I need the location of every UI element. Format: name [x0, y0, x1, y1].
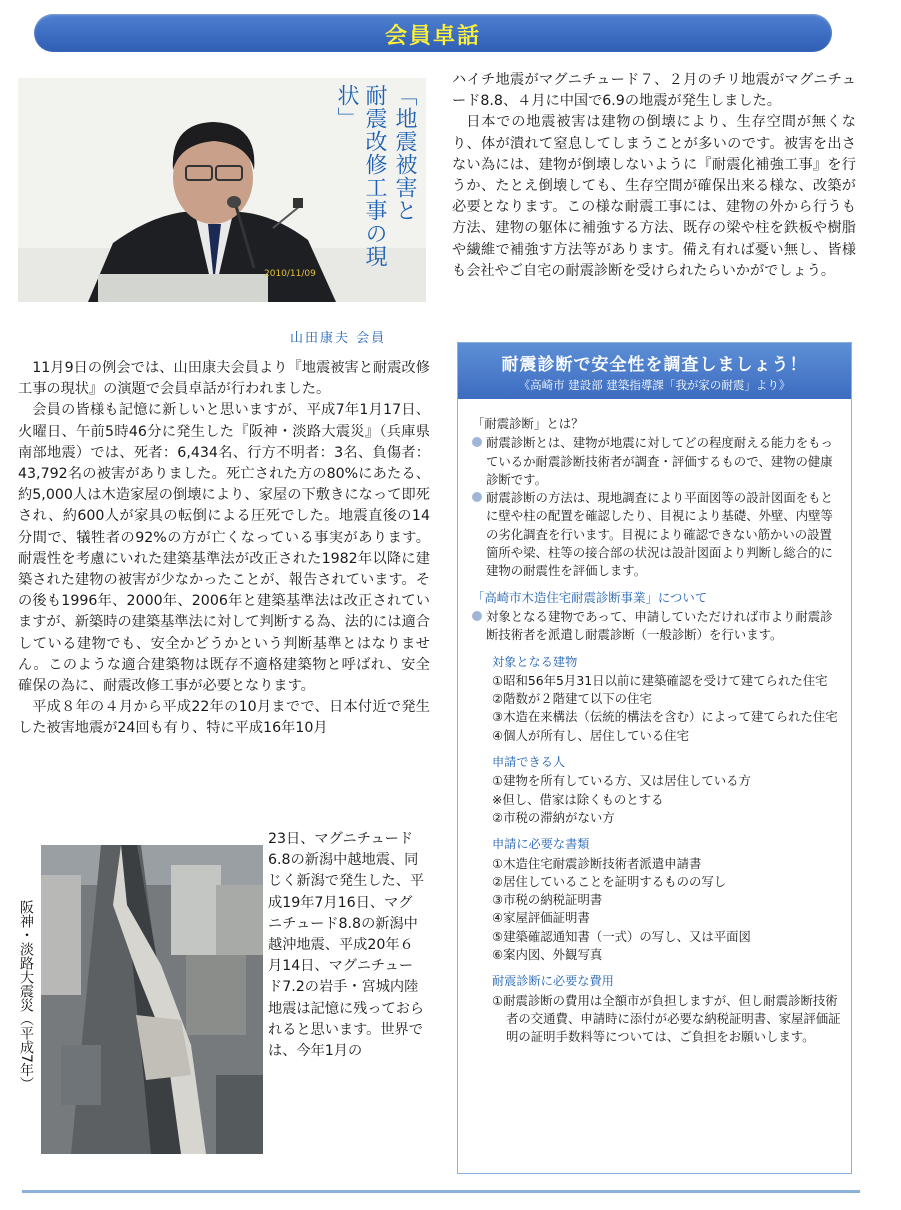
- list-item: ②市税の滞納がない方: [492, 809, 615, 825]
- bullet-dot-icon: [472, 437, 482, 447]
- list-note: ※但し、借家は除くものとする: [492, 791, 664, 807]
- paragraph: ハイチ地震がマグニチュード７、２月のチリ地震がマグニチュード8.8、４月に中国で6.9の地震が発生しました。: [452, 72, 856, 110]
- info-box: [457, 342, 852, 1174]
- bullet-text: 耐震診断の方法は、現地調査により平面図等の設計図面をもとに壁や柱の配置を確認したり、目視により基礎、外壁、内壁等の劣化調査を行います。目視により確認できない筋かいの設置箇所や梁、柱等の接合部の状況は設計図面より判断し総合的に建物の耐震性を評価します。: [486, 490, 833, 579]
- page-title: 会員卓話: [384, 24, 481, 49]
- left-article-column: [18, 358, 430, 740]
- list-item: ④個人が所有し、居住している住宅: [492, 727, 689, 743]
- header-banner: [34, 14, 832, 52]
- earthquake-photo-caption: 阪神・淡路大震災（平成7年）: [18, 900, 34, 1091]
- program-heading: 「高崎市木造住宅耐震診断事業」について: [472, 589, 708, 605]
- list-item: ①耐震診断の費用は全額市が負担しますが、但し耐震診断技術者の交通費、申請時に添付が必要な納税証明書、家屋評価証明の証明手数料等については、ご負担をお願いします。: [492, 992, 841, 1045]
- bullet-text: 耐震診断とは、建物が地震に対してどの程度耐える能力をもっているか耐震診断技術者が調査・評価するもので、建物の健康診断です。: [486, 435, 833, 487]
- cost-heading: 耐震診断に必要な費用: [492, 974, 614, 989]
- info-box-subtitle: 《高崎市 建設部 建築指導課「我が家の耐震」より》: [518, 378, 791, 392]
- applicant-heading: 申請できる人: [492, 755, 566, 770]
- paragraph: 平成８年の４月から平成22年の10月までで、日本付近で発生した被害地震が24回も有り、特に平成16年10月: [18, 699, 430, 737]
- list-item: ①建物を所有している方、又は居住している方: [492, 773, 751, 789]
- list-item: ②階数が２階建て以下の住宅: [492, 691, 652, 707]
- date-stamp: 2010/11/09: [264, 269, 316, 279]
- narrow-article-column: [268, 829, 426, 1062]
- bullet-text: 対象となる建物であって、申請していただければ市より耐震診断技術者を派遣し耐震診断（一般診断）を行います。: [486, 608, 833, 643]
- earthquake-photo: [41, 845, 263, 1154]
- list-item: ①木造住宅耐震診断技術者派遣申請書: [492, 855, 702, 871]
- footer-rule: [22, 1190, 860, 1193]
- bullet-item: [472, 489, 844, 580]
- list-item: ⑥案内図、外観写真: [492, 947, 603, 963]
- question-label: 「耐震診断」とは？: [472, 416, 584, 431]
- target-heading: 対象となる建物: [492, 654, 578, 669]
- bullet-dot-icon: [472, 492, 482, 502]
- list-item: ③市税の納税証明書: [492, 892, 603, 908]
- feature-title-line1: 「地震被害と: [392, 84, 417, 222]
- bullet-item: [472, 434, 844, 489]
- feature-title: [334, 84, 418, 294]
- info-box-title: 耐震診断で安全性を調査しましょう！: [501, 355, 808, 375]
- bullet-item: [472, 608, 844, 645]
- paragraph: 日本での地震被害は建物の倒壊により、生存空間が無くなり、体が潰れて窒息してしまうことが多いのです。被害を出さない為には、建物が倒壊しないように『耐震化補強工事』を行うか、たとえ倒壊しても、生存空間が確保出来る様な、改築が必要となります。この様な耐震工事には、建物の外から行うも方法、建物の躯体に補強する方法、既存の梁や柱を鉄板や樹脂や繊維で補強す方法等があります。備え有れば憂い無し、皆様も会社やご自宅の耐震診断を受けられたらいかがでしょう。: [452, 114, 856, 279]
- paragraph: 11月9日の例会では、山田康夫会員より『地震被害と耐震改修工事の現状』の演題で会員卓話が行われました。: [18, 360, 430, 398]
- list-item: ②居住していることを証明するものの写し: [492, 873, 727, 889]
- list-item: ①昭和56年5月31日以前に建築確認を受けて建てられた住宅: [492, 672, 828, 688]
- right-article-column: [452, 70, 856, 282]
- info-box-body: [472, 415, 844, 1047]
- info-box-header: [458, 343, 851, 399]
- paragraph: 会員の皆様も記憶に新しいと思いますが、平成7年1月17日、火曜日、午前5時46分に発生した『阪神・淡路大震災』（兵庫県南部地震）では、死者：6,434名、行方不明者：3名、負傷者：43,792名の被害がありました。死亡された方の80%にあたる、約5,000人は木造家屋の倒壊により、家屋の下敷きになって即死され、約600人が家具の転倒による圧死でした。地震直後の14分間で、犠牲者の92%の方が亡くなっている事実があります。耐震性を考慮にいれた建築基準法が改正された1982年以降に建築された建物の被害が少なかったことが、報告されています。その後も1996年、2000年、2006年と建築基準法は改正されていますが、新築時の建築基準法に対して判断する為、法的には適合している建物でも、安全かどうかという判断基準とはなりません。このような適合建築物は既存不適格建築物と呼ばれ、安全確保の為に、耐震改修工事が必要となります。: [18, 402, 430, 695]
- list-item: ④家屋評価証明書: [492, 910, 590, 926]
- docs-heading: 申請に必要な書類: [492, 837, 590, 852]
- paragraph: 23日、マグニチュード6.8の新潟中越地震、同じく新潟で発生した、平成19年7月16日、マグニチュード8.8の新潟中越沖地震、平成20年６月14日、マグニチュード7.2の岩手・宮城内陸地震は記憶に残っておられると思います。世界では、今年1月の: [268, 831, 425, 1060]
- feature-title-line2: 耐震改修工事の現状」: [334, 84, 387, 268]
- speaker-caption: 山田康夫 会員: [290, 331, 387, 346]
- list-item: ③木造在来構法（伝統的構法を含む）によって建てられた住宅: [492, 709, 838, 725]
- bullet-dot-icon: [472, 611, 482, 621]
- list-item: ⑤建築確認通知書（一式）の写し、又は平面図: [492, 928, 751, 944]
